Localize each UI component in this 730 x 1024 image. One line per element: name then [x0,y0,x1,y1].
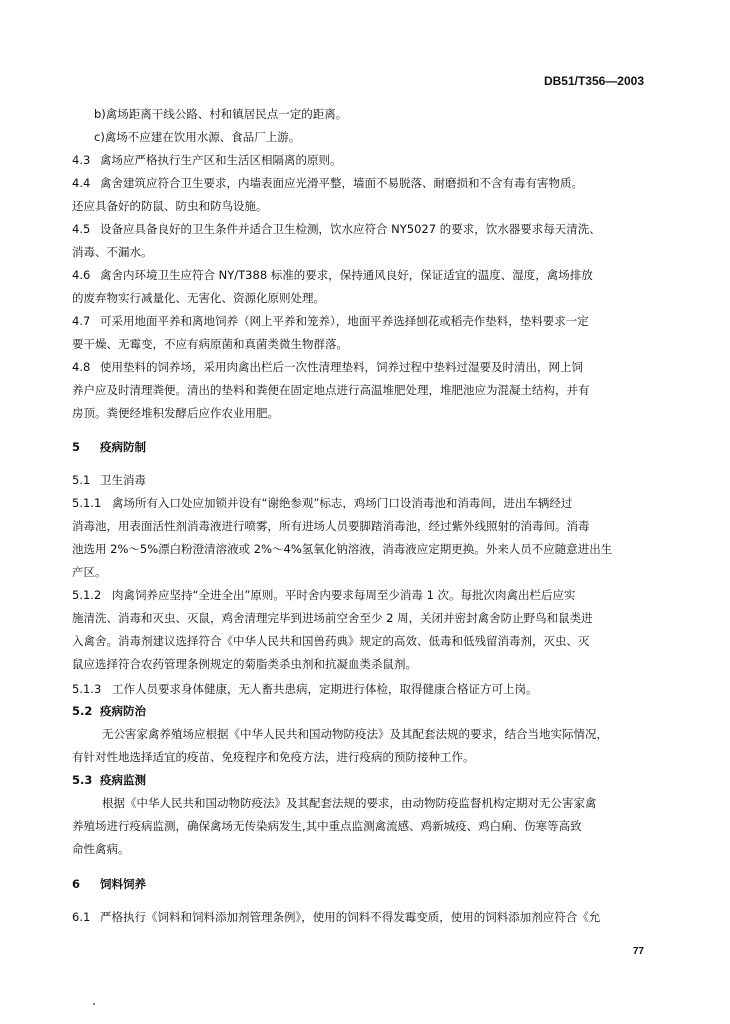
paragraph-line: b)禽场距离干线公路、村和镇居民点一定的距离。 [94,107,348,121]
section-5-3-heading [72,773,672,788]
clause-text: 禽场应严格执行生产区和生活区相隔离的原则。 [100,153,342,167]
section-5-1-heading [72,473,672,488]
clause-text: 禽场所有入口处应加锁并设有“谢绝参观”标志，鸡场门口设消毒池和消毒间，进出车辆经过 [112,496,573,510]
chapter-number: 5 [72,440,81,454]
paragraph-line: 施清洗、消毒和灭虫、灭鼠，鸡舍清理完毕到进场前空舍至少 2 周，关闭并密封禽舍防止野鸟和鼠类进 [72,611,593,625]
clause-text: 肉禽饲养应坚持“全进全出”原则。平时舍内要求每周至少消毒 1 次。每批次肉禽出栏后应实 [112,588,576,602]
clause-text: 工作人员要求身体健康，无人畜共患病，定期进行体检，取得健康合格证方可上岗。 [112,682,538,696]
paragraph-line: 消毒、不漏水。 [72,245,153,259]
clause-number: 4.5 [72,222,91,236]
clause-number: 4.3 [72,153,91,167]
clause-number: 4.8 [72,360,91,374]
chapter-title: 疫病防制 [100,440,146,454]
section-number: 5.1 [72,473,91,487]
paragraph-line: 消毒池，用表面活性剂消毒液进行喷雾，所有进场人员要脚踏消毒池，经过紫外线照射的消毒间。消毒 [72,519,590,533]
clause-text: 禽舍内环境卫生应符合 NY/T388 标准的要求，保持通风良好，保证适宜的温度、湿度，禽场排放 [100,268,593,282]
clause-4-3 [72,153,672,168]
paragraph-line: 房顶。粪便经堆积发酵后应作农业用肥。 [72,406,279,420]
page-number: 77 [632,946,644,957]
clause-4-7 [72,314,672,329]
paragraph-line: c)禽场不应建在饮用水源、食品厂上游。 [94,130,301,144]
chapter-title: 饲料饲养 [100,877,146,891]
paragraph-line: 有针对性地选择适宜的疫苗、免疫程序和免疫方法，进行疫病的预防接种工作。 [72,750,475,764]
paragraph-line: 养户应及时清理粪便。清出的垫料和粪便在固定地点进行高温堆肥处理，堆肥池应为混凝土结构，并有 [72,383,590,397]
clause-text: 可采用地面平养和离地饲养（网上平养和笼养），地面平养选择刨花或稻壳作垫料，垫料要求一定 [100,314,589,328]
section-title: 卫生消毒 [100,473,146,487]
scan-speck [93,1003,95,1005]
section-5-2-heading [72,704,672,719]
section-title: 疫病防治 [100,704,146,718]
paragraph-line: 命性禽病。 [72,842,130,856]
clause-6-1 [72,910,672,925]
section-number: 5.3 [72,773,93,787]
clause-5-1-3 [72,682,672,697]
clause-4-5 [72,222,672,237]
paragraph-line: 还应具备好的防鼠、防虫和防鸟设施。 [72,199,268,213]
clause-text: 禽舍建筑应符合卫生要求，内墙表面应光滑平整，墙面不易脱落、耐磨损和不含有毒有害物质。 [100,176,583,190]
paragraph-line: 鼠应选择符合农药管理条例规定的菊脂类杀虫剂和抗凝血类杀鼠剂。 [72,657,417,671]
clause-text: 严格执行《饲料和饲料添加剂管理条例》，使用的饲料不得发霉变质，使用的饲料添加剂应符合《允 [100,910,601,924]
clause-4-4 [72,176,672,191]
clause-5-1-1 [72,496,672,511]
clause-number: 4.7 [72,314,91,328]
paragraph-line: 池选用 2%～5%漂白粉澄清溶液或 2%～4%氢氧化钠溶液，消毒液应定期更换。外来人员不应随意进出生 [72,542,613,556]
paragraph-line: 无公害家禽养殖场应根据《中华人民共和国动物防疫法》及其配套法规的要求，结合当地实际情况， [102,727,608,741]
paragraph-line: 产区。 [72,565,107,579]
paragraph-line: 的废弃物实行减量化、无害化、资源化原则处理。 [72,291,325,305]
chapter-5-heading [72,440,672,455]
chapter-6-heading [72,877,672,892]
clause-5-1-2 [72,588,672,603]
paragraph-line: 要干燥、无霉变，不应有病原菌和真菌类微生物群落。 [72,337,348,351]
clause-text: 设备应具备良好的卫生条件并适合卫生检测，饮水应符合 NY5027 的要求，饮水器要求每天清洗、 [100,222,601,236]
section-title: 疫病监测 [100,773,146,787]
paragraph-line: 根据《中华人民共和国动物防疫法》及其配套法规的要求，由动物防疫监督机构定期对无公害家禽 [102,796,597,810]
chapter-number: 6 [72,877,81,891]
clause-text: 使用垫料的饲养场，采用肉禽出栏后一次性清理垫料，饲养过程中垫料过湿要及时清出，网上饲 [100,360,583,374]
clause-number: 5.1.1 [72,496,102,510]
clause-4-6 [72,268,672,283]
paragraph-line: 养殖场进行疫病监测，确保禽场无传染病发生,其中重点监测禽流感、鸡新城疫、鸡白痢、伤寒等高致 [72,819,582,833]
clause-number: 5.1.2 [72,588,102,602]
clause-number: 5.1.3 [72,682,102,696]
paragraph-line: 入禽舍。消毒剂建议选择符合《中华人民共和国兽药典》规定的高效、低毒和低残留消毒剂，灭虫、灭 [72,634,590,648]
clause-number: 4.4 [72,176,91,190]
section-number: 5.2 [72,704,93,718]
clause-number: 4.6 [72,268,91,282]
document-code: DB51/T356—2003 [543,74,644,88]
clause-4-8 [72,360,672,375]
clause-number: 6.1 [72,910,91,924]
